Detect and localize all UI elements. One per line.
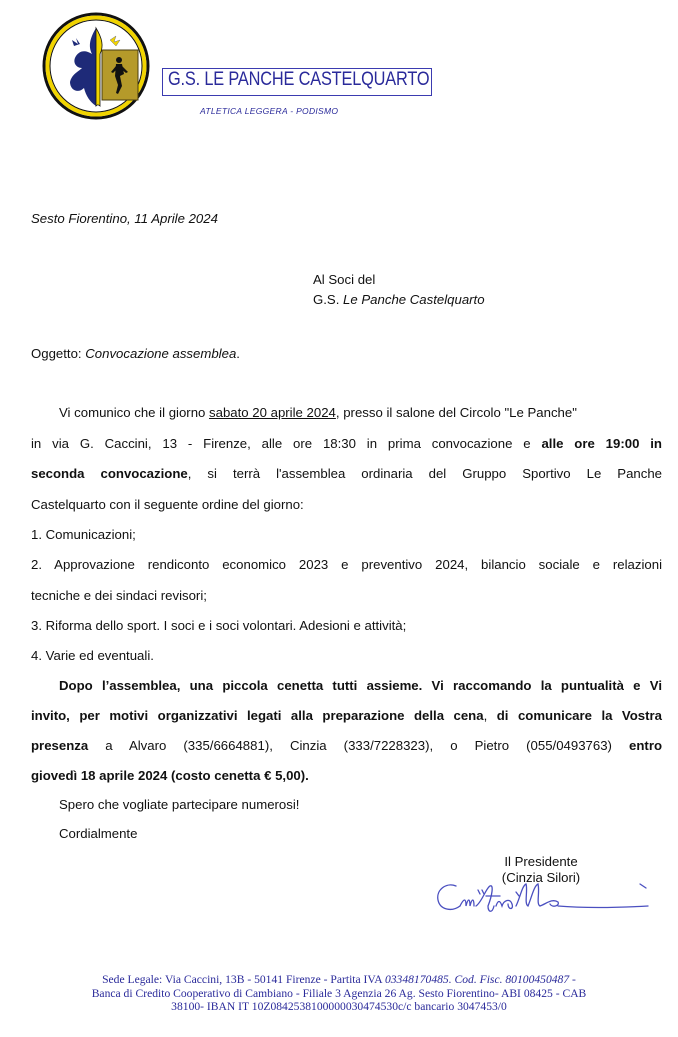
subject-label: Oggetto: [31, 346, 86, 361]
handwritten-signature-icon [432, 876, 662, 921]
agenda-item-1: 1. Comunicazioni; [31, 527, 136, 542]
recipient-club-name: Le Panche Castelquarto [343, 292, 485, 307]
meeting-date: sabato 20 aprile 2024 [209, 405, 336, 420]
subject-end: . [236, 346, 240, 361]
text-run: in via G. Caccini, 13 - Firenze, alle ore 18:30 in prima convocazione e [31, 436, 542, 451]
agenda-item-2-cont: tecniche e dei sindaci revisori; [31, 588, 207, 603]
text-run: , presso il salone del Circolo "Le Panche" [335, 405, 577, 420]
footer-line-1 [0, 973, 678, 987]
para1-line-2 [31, 436, 662, 452]
subject-value: Convocazione assemblea [85, 346, 237, 361]
text-run: , si terrà l'assemblea ordinaria del Gruppo Sportivo Le Panche [187, 466, 663, 481]
agenda-item-3: 3. Riforma dello sport. I soci e i soci volontari. Adesioni e attività; [31, 618, 407, 633]
closing-salutation: Cordialmente [59, 826, 138, 841]
club-name: G.S. LE PANCHE CASTELQUARTO [168, 69, 430, 90]
signature-name: (Cinzia Silori) [501, 870, 581, 885]
second-call-label: seconda convocazione [31, 466, 188, 481]
closing-wish: Spero che vogliate partecipare numerosi! [59, 797, 300, 812]
club-logo [40, 10, 430, 122]
agenda-item-2: 2. Approvazione rendiconto economico 2023 e preventivo 2024, bilancio sociale e relazioni [31, 557, 662, 572]
place-date: Sesto Fiorentino, 11 Aprile 2024 [31, 211, 218, 226]
recipient-block [313, 270, 485, 310]
text-run: entro [629, 738, 662, 753]
text-run: , [483, 708, 497, 723]
legal-footer [0, 973, 678, 1014]
subject-line [31, 346, 240, 362]
para2-line-1: Dopo l’assemblea, una piccola cenetta tutti assieme. Vi raccomando la puntualità e Vi [59, 678, 662, 693]
para1-line-1 [59, 405, 577, 421]
contact-phones: a Alvaro (335/6664881), Cinzia (333/7228323), o Pietro (055/0493763) [88, 738, 630, 753]
rsvp-deadline: giovedì 18 aprile 2024 (costo cenetta € 5,00). [31, 768, 309, 783]
signature-role: Il Presidente [504, 854, 578, 869]
club-tagline: ATLETICA LEGGERA - PODISMO [200, 106, 339, 116]
text-run: di comunicare la Vostra [496, 708, 662, 723]
footer-line-2: Banca di Credito Cooperativo di Cambiano - Filiale 3 Agenzia 26 Ag. Sesto Fiorentino- ABI 08425 - CAB [91, 986, 587, 1000]
recipient-prefix: G.S. [313, 292, 344, 307]
second-call-time: alle ore 19:00 in [541, 436, 662, 451]
agenda-item-4: 4. Varie ed eventuali. [31, 648, 154, 663]
recipient-line-1: Al Soci del [313, 272, 376, 287]
text-run: Sede Legale: Via Caccini, 13B - 50141 Firenze - Partita IVA [102, 973, 385, 986]
footer-line-3: 38100- IBAN IT 10Z0842538100000030474530c/c bancario 3047453/0 [171, 1000, 507, 1013]
para1-line-4: Castelquarto con il seguente ordine del giorno: [31, 497, 304, 512]
text-run: invito, per motivi organizzativi legati alla preparazione della cena [31, 708, 484, 723]
para2-line-2 [31, 708, 662, 724]
tax-ids: 03348170485. Cod. Fisc. 80100450487 - [384, 973, 576, 986]
recipient-line-2 [313, 290, 485, 310]
para2-line-3 [31, 738, 662, 754]
fleur-de-lis-emblem-icon [40, 10, 160, 122]
text-run: Vi comunico che il giorno [59, 405, 210, 420]
para1-line-3 [31, 466, 662, 482]
text-run: presenza [31, 738, 89, 753]
